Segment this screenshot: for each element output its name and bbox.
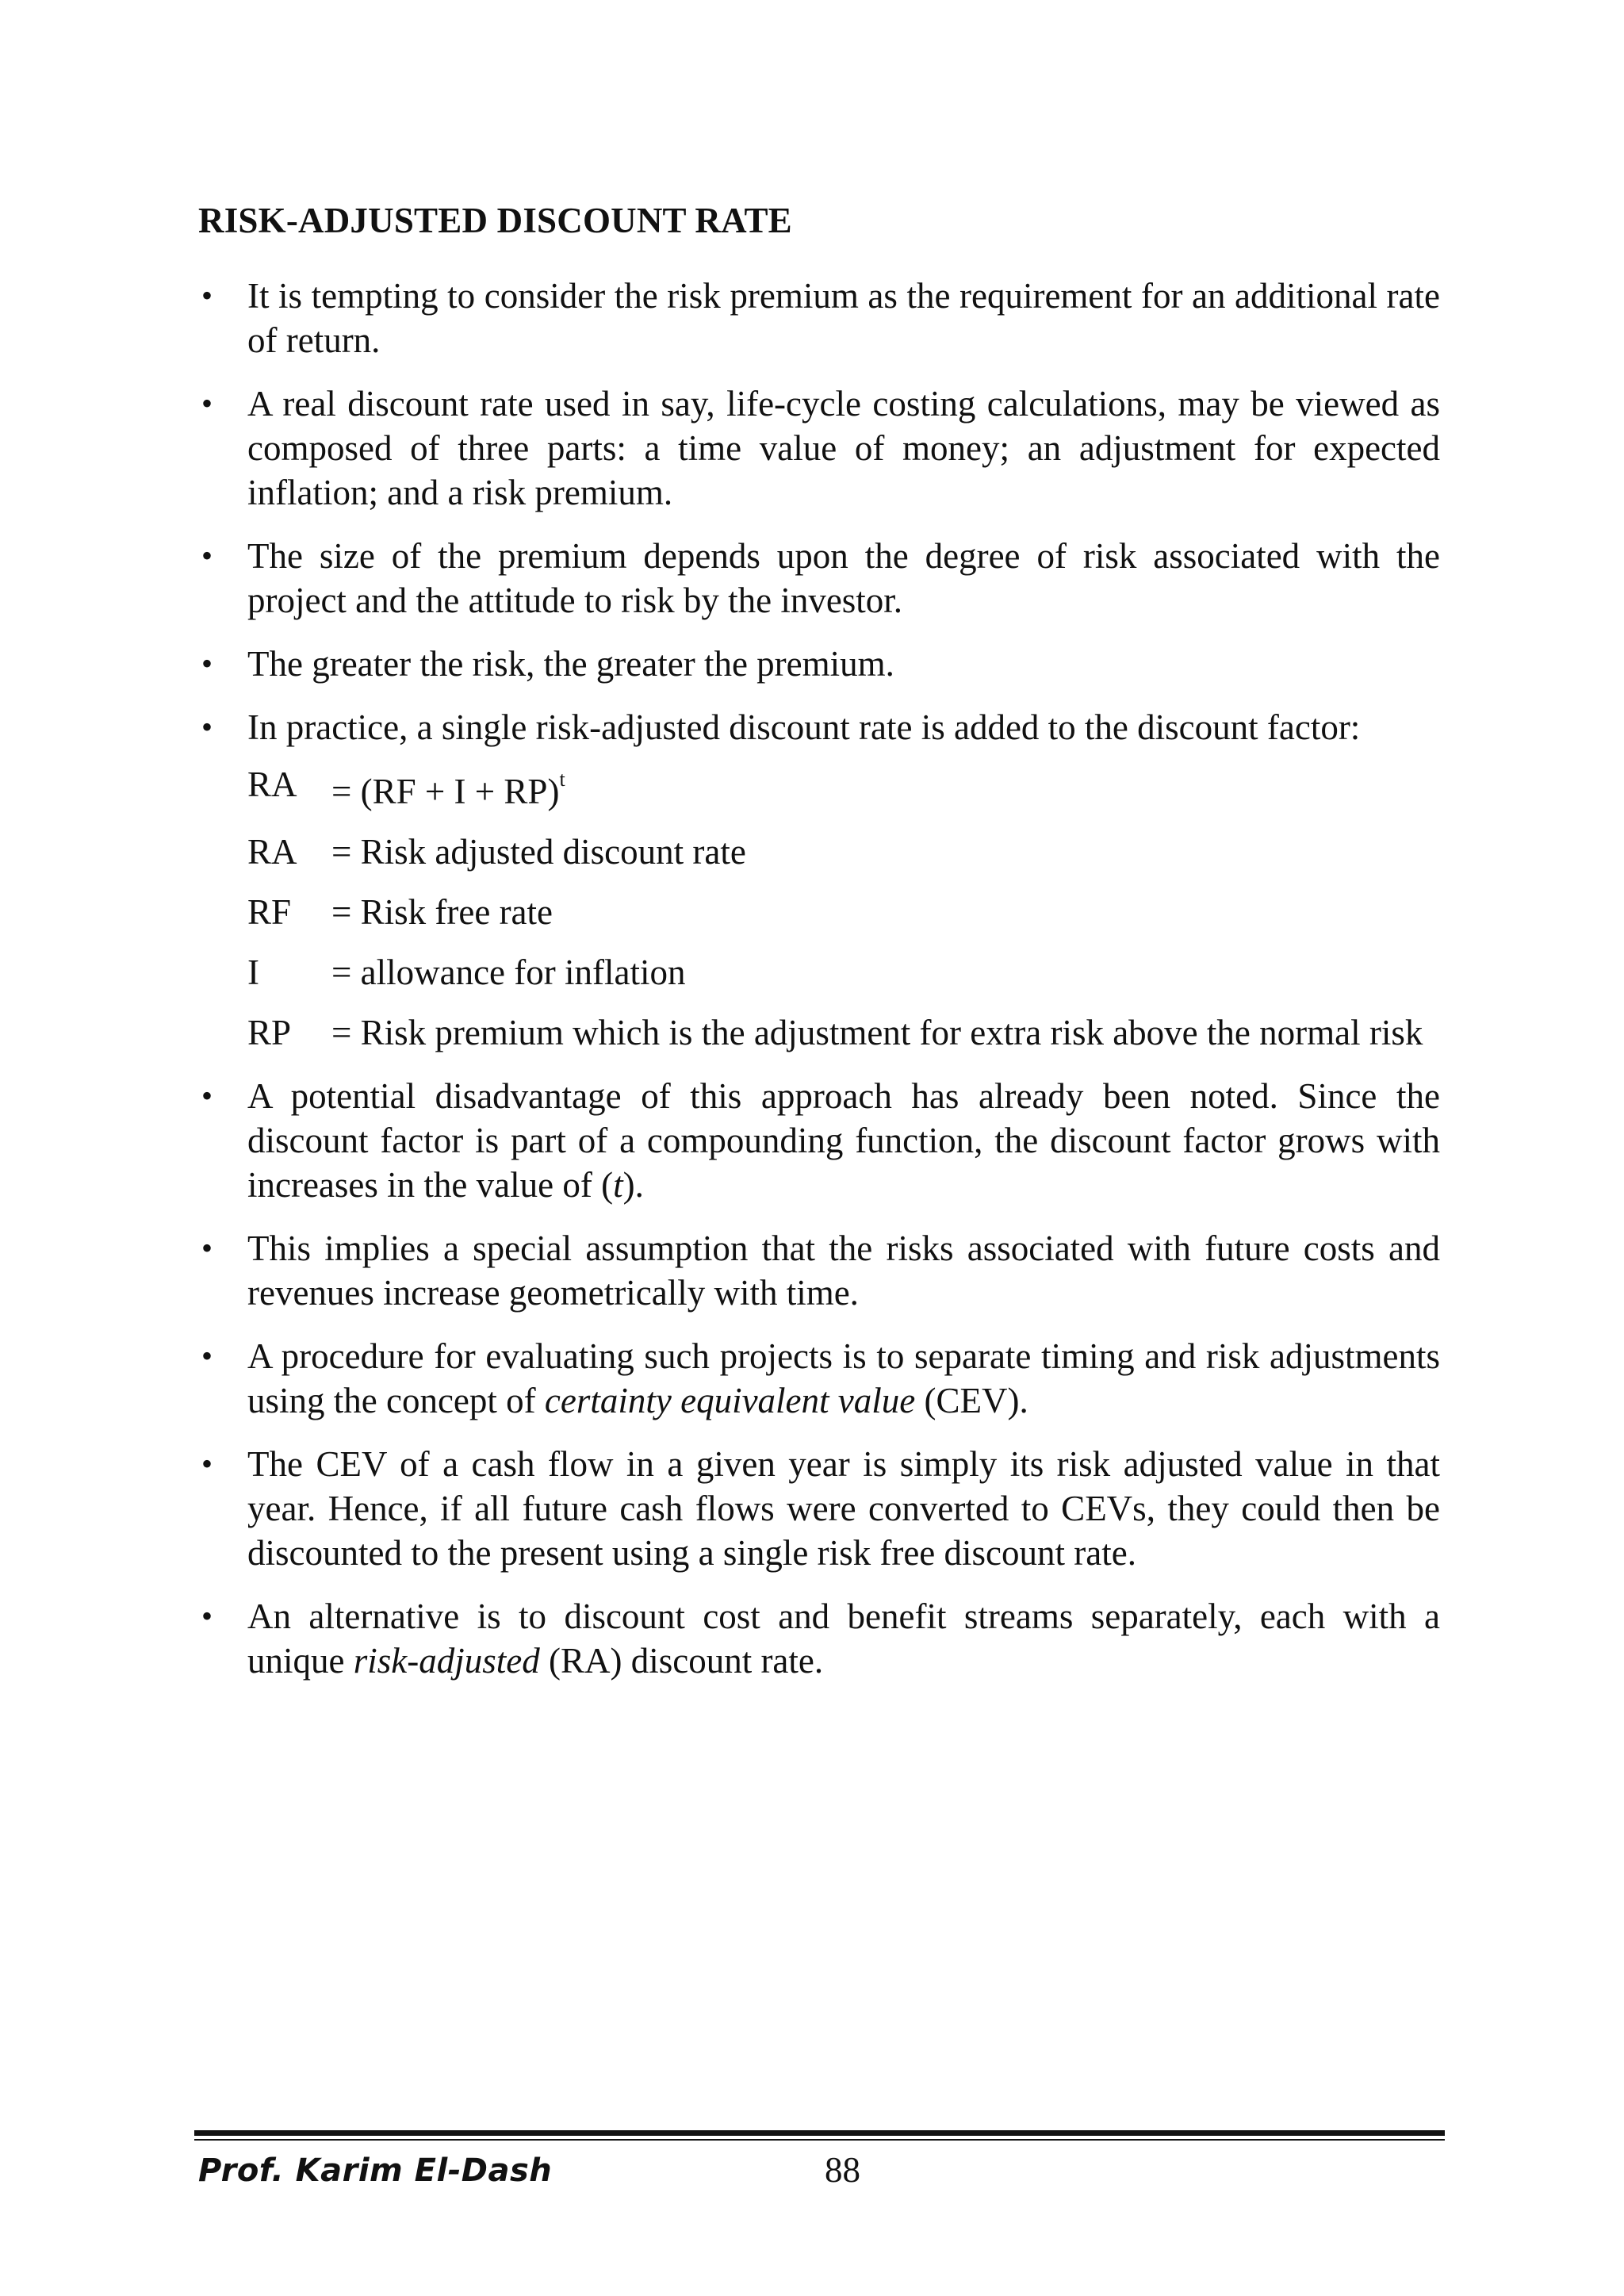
bullet-text (247, 1336, 1440, 1420)
footer-divider-thick (194, 2130, 1445, 2136)
bullet-item (198, 1226, 1440, 1315)
bullet-text-italic: t (613, 1165, 623, 1205)
formula-expression-text: = (RF + I + RP) (331, 772, 560, 811)
bullet-item (198, 705, 1440, 749)
formula-block (247, 762, 1440, 1055)
definition-symbol: RP (247, 1013, 292, 1052)
bullet-icon: • (201, 1230, 213, 1266)
bullet-text: The size of the premium depends upon the degree of risk associated with the project and the attitude to risk by the investor. (247, 536, 1440, 620)
formula-main-row (247, 762, 1440, 814)
definition-meaning: = allowance for inflation (331, 953, 686, 992)
section-heading: RISK-ADJUSTED DISCOUNT RATE (198, 201, 792, 240)
bullet-text: It is tempting to consider the risk premium as the requirement for an additional rate of return. (247, 276, 1440, 360)
definition-meaning: = Risk premium which is the adjustment for extra risk above the normal risk (331, 1013, 1423, 1052)
bullet-text-part: This implies a special assumption that the risks associated with future costs and revenues increase geometrically with time. (247, 1228, 1440, 1313)
formula-definition-row (247, 950, 1440, 995)
bullet-text-part: The CEV of a cash flow in a given year is simply its risk adjusted value in that year. Hence, if all future cash flows were converted to CEVs, they could then be discounted to the present using a single risk free discount rate. (247, 1444, 1440, 1573)
bullet-icon: • (201, 1598, 213, 1634)
definition-symbol: I (247, 953, 259, 992)
bullet-icon: • (201, 709, 213, 745)
bullet-text (247, 1444, 1440, 1573)
definition-meaning: = Risk free rate (331, 892, 553, 932)
bullet-item (198, 274, 1440, 362)
bullet-icon: • (201, 385, 213, 421)
bullet-text-italic: certainty equivalent value (544, 1381, 916, 1420)
formula-definition-row (247, 1010, 1440, 1055)
bullet-text: The greater the risk, the greater the premium. (247, 644, 894, 684)
bullet-item (198, 1442, 1440, 1575)
footer-author: Prof. Karim El-Dash (198, 2152, 553, 2189)
bullet-text-part: (CEV). (915, 1381, 1028, 1420)
bullet-text-part: An alternative is to discount cost and benefit streams separately, each with a unique (247, 1596, 1440, 1681)
bullet-text (247, 1596, 1440, 1681)
definition-meaning: = Risk adjusted discount rate (331, 832, 746, 872)
bullet-icon: • (201, 1446, 213, 1481)
bullet-text-part: ). (622, 1165, 644, 1205)
formula-definition-row (247, 890, 1440, 934)
formula-definition-row (247, 830, 1440, 874)
bullet-item (198, 1334, 1440, 1423)
bullet-text (247, 1076, 1440, 1205)
bullet-icon: • (201, 646, 213, 681)
footer-divider-thin (194, 2139, 1445, 2141)
bullet-icon: • (201, 278, 213, 313)
definition-symbol: RF (247, 892, 292, 932)
bullet-item (198, 1074, 1440, 1207)
bullet-text: A real discount rate used in say, life-cycle costing calculations, may be viewed as composed of three parts: a time value of money; an adjustment for expected inflation; and a risk premium. (247, 384, 1440, 512)
bullet-text (247, 1228, 1440, 1313)
page-number: 88 (825, 2150, 860, 2190)
bullet-item (198, 534, 1440, 623)
formula-symbol: RA (247, 765, 297, 804)
content-body (198, 274, 1440, 1702)
formula-expression (331, 762, 1440, 814)
bullet-item (198, 642, 1440, 686)
bullet-item (198, 381, 1440, 515)
bullet-text-part: (RA) discount rate. (539, 1641, 824, 1681)
bullet-text: In practice, a single risk-adjusted discount rate is added to the discount factor: (247, 707, 1361, 747)
formula-exponent: t (559, 768, 565, 791)
bullet-text-part: A potential disadvantage of this approach has already been noted. Since the discount factor is part of a compounding function, the discount factor grows with increases in the value of ( (247, 1076, 1440, 1205)
bullet-icon: • (201, 538, 213, 573)
definition-symbol: RA (247, 832, 297, 872)
bullet-item (198, 1594, 1440, 1683)
bullet-text-italic: risk-adjusted (353, 1641, 540, 1681)
bullet-icon: • (201, 1078, 213, 1114)
bullet-text-part: A procedure for evaluating such projects is to separate timing and risk adjustments using the concept of (247, 1336, 1440, 1420)
bullet-icon: • (201, 1338, 213, 1374)
